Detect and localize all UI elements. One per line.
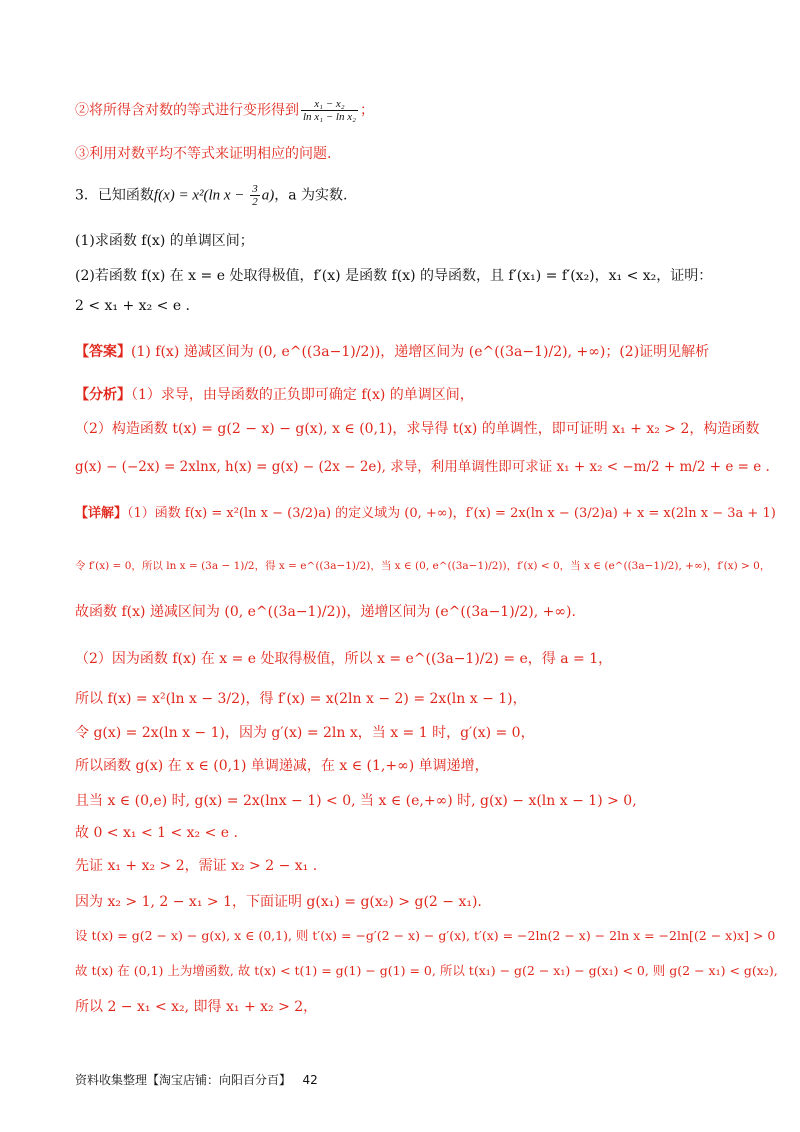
three-halves-fraction [250, 183, 260, 208]
answer-tag: 【答案】 [75, 344, 131, 360]
step-3-text: ③利用对数平均不等式来证明相应的问题. [75, 146, 332, 162]
answer-line [75, 343, 760, 361]
analysis-text-1: （1）求导，由导函数的正负即可确定 f(x) 的单调区间， [131, 387, 474, 403]
step-2-end: ； [359, 102, 374, 119]
detail-line-12: 设 t(x) = g(2 − x) − g(x), x ∈ (0,1), 则 t′(x) = −g′(2 − x) − g′(x), t′(x) = −2ln(2 − x) − 2ln x = −2ln[(2 − x)x] > 0 [75, 928, 776, 943]
detail-line-4: （2）因为函数 f(x) 在 x = e 处取得极值，所以 x = e^((3a−1)/2) = e，得 a = 1， [75, 651, 613, 667]
detail-line-10: 先证 x₁ + x₂ > 2，需证 x₂ > 2 − x₁ . [75, 858, 318, 874]
detail-line-13: 故 t(x) 在 (0,1) 上为增函数, 故 t(x) < t(1) = g(1) − g(1) = 0, 所以 t(x₁) − g(2 − x₁) − g(x₁) < 0, 则 g(2 − x₁) < g(x₂), [75, 963, 778, 978]
footer-source: 资料收集整理【淘宝店铺：向阳百分百】 [75, 1073, 292, 1087]
function-definition: f(x) = x²(ln x − [153, 187, 249, 204]
analysis-line-1 [75, 386, 760, 404]
detail-line-7: 所以函数 g(x) 在 x ∈ (0,1) 单调递减，在 x ∈ (1,+∞) 单调递增， [75, 758, 489, 774]
detail-line-11: 因为 x₂ > 1, 2 − x₁ > 1，下面证明 g(x₁) = g(x₂) > g(2 − x₁). [75, 894, 482, 910]
detail-line-3: 故函数 f(x) 递减区间为 (0, e^((3a−1)/2))，递增区间为 (e^((3a−1)/2), +∞). [75, 604, 576, 620]
detail-line-9: 故 0 < x₁ < 1 < x₂ < e . [75, 825, 238, 841]
function-definition-end: a) [261, 187, 275, 204]
problem-3-statement [75, 183, 760, 208]
problem-3-intro: 3．已知函数 [75, 187, 154, 204]
analysis-line-2: （2）构造函数 t(x) = g(2 − x) − g(x), x ∈ (0,1)，求导得 t(x) 的单调性，即可证明 x₁ + x₂ > 2，构造函数 [75, 421, 760, 437]
detail-text-1: （1）函数 f(x) = x²(ln x − (3/2)a) 的定义域为 (0, +∞)，f′(x) = 2x(ln x − (3/2)a) + x = x(2ln x − 3a + 1) [127, 506, 776, 521]
fraction-denominator: ln x₁ − ln x₂ [303, 111, 356, 123]
fraction-numerator: x₁ − x₂ [301, 98, 358, 111]
fraction-denominator: 2 [252, 196, 258, 208]
question-1: (1)求函数 f(x) 的单调区间； [75, 233, 254, 249]
detail-line-6: 令 g(x) = 2x(ln x − 1)，因为 g′(x) = 2ln x，当 x = 1 时，g′(x) = 0， [75, 725, 535, 741]
detail-line-2: 令 f′(x) = 0，所以 ln x = (3a − 1)/2，得 x = e^((3a−1)/2)，当 x ∈ (0, e^((3a−1)/2))，f′(x) < 0，当 x ∈ (e^((3a−1)/2), +∞)，f′(x) > 0， [75, 560, 771, 572]
detail-line-1 [75, 505, 776, 523]
detail-line-5: 所以 f(x) = x²(ln x − 3/2)，得 f′(x) = x(2ln x − 2) = 2x(ln x − 1)， [75, 691, 527, 707]
fraction-numerator: 3 [252, 183, 258, 195]
analysis-tag: 【分析】 [75, 387, 131, 403]
page-number: 42 [302, 1073, 318, 1087]
problem-3-condition: ，a 为实数. [274, 187, 348, 204]
question-2-claim: 2 < x₁ + x₂ < e . [75, 298, 191, 314]
log-mean-fraction [301, 98, 358, 123]
detail-line-14: 所以 2 − x₁ < x₂, 即得 x₁ + x₂ > 2， [75, 999, 318, 1015]
analysis-line-3: g(x) − (−2x) = 2xlnx, h(x) = g(x) − (2x − 2e), 求导，利用单调性即可求证 x₁ + x₂ < −m/2 + m/2 + e = e . [75, 459, 770, 475]
answer-text: (1) f(x) 递减区间为 (0, e^((3a−1)/2))，递增区间为 (e^((3a−1)/2), +∞)；(2)证明见解析 [131, 344, 710, 360]
step-2-label: ②将所得含对数的等式进行变形得到 [75, 102, 299, 119]
page-footer [75, 1071, 318, 1088]
detail-line-8: 且当 x ∈ (0,e) 时, g(x) = 2x(lnx − 1) < 0, 当 x ∈ (e,+∞) 时, g(x) − x(ln x − 1) > 0, [75, 793, 637, 809]
question-2: (2)若函数 f(x) 在 x = e 处取得极值，f′(x) 是函数 f(x) 的导函数，且 f′(x₁) = f′(x₂)，x₁ < x₂，证明： [75, 268, 713, 284]
step-2-text [75, 98, 760, 123]
detail-tag: 【详解】 [75, 506, 128, 521]
